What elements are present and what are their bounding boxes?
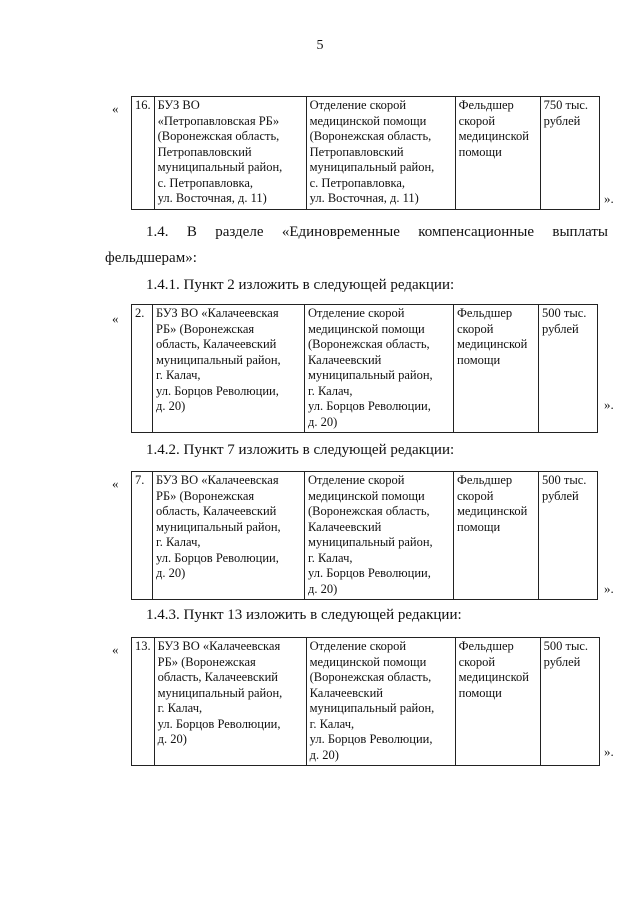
cell-line: Фельдшер <box>458 98 514 112</box>
cell-line: Фельдшер <box>457 306 513 320</box>
cell-number: 16. <box>132 97 155 210</box>
cell-line: (Воронежская область, <box>157 129 280 143</box>
table-entry-16 <box>131 96 600 210</box>
cell-organization <box>153 305 305 433</box>
cell-line: медицинской <box>458 129 529 143</box>
table-entry-13 <box>131 637 600 766</box>
cell-line: скорой <box>457 488 494 503</box>
quote-open: « <box>112 642 119 657</box>
cell-line: Петропавловский <box>157 144 252 159</box>
cell-line: область, Калачеевский <box>156 337 277 351</box>
cell-line: «Петропавловская РБ» <box>157 113 280 128</box>
table-row <box>132 97 600 210</box>
cell-position <box>455 638 540 766</box>
heading-word: разделе <box>215 224 264 240</box>
cell-line: БУЗ ВО <box>157 98 200 112</box>
section-heading-continuation: фельдшерам»: <box>105 250 197 266</box>
cell-line: с. Петропавловка, <box>309 175 406 190</box>
cell-line: г. Калач, <box>308 550 353 565</box>
quote-close: ». <box>604 191 614 206</box>
cell-line: рублей <box>542 488 579 503</box>
cell-amount <box>539 472 598 600</box>
cell-line: ул. Восточная, д. 11) <box>157 191 267 205</box>
quote-close: ». <box>604 744 614 759</box>
cell-line: 500 тыс. <box>543 639 589 653</box>
cell-line: г. Калач, <box>156 535 201 549</box>
cell-line: 500 тыс. <box>542 306 587 320</box>
cell-line: г. Калач, <box>156 368 201 382</box>
cell-line: помощи <box>458 144 502 159</box>
section-heading <box>146 224 608 241</box>
cell-line: д. 20) <box>157 732 187 746</box>
cell-line: муниципальный район, <box>156 352 281 367</box>
cell-department <box>306 97 455 210</box>
cell-line: скорой <box>458 654 496 669</box>
cell-line: (Воронежская область, <box>308 337 430 351</box>
cell-line: д. 20) <box>309 747 339 762</box>
cell-organization <box>154 638 306 766</box>
cell-line: медицинской помощи <box>309 113 427 128</box>
cell-line: помощи <box>457 519 501 534</box>
cell-line: Калачеевский <box>308 519 382 534</box>
cell-line: г. Калач, <box>308 383 353 398</box>
cell-line: область, Калачеевский <box>156 504 277 518</box>
table-entry-2 <box>131 304 598 433</box>
cell-department <box>305 305 454 433</box>
cell-line: ул. Борцов Революции, <box>309 732 433 746</box>
cell-line: Отделение скорой <box>309 98 407 112</box>
cell-amount <box>540 638 599 766</box>
heading-word: выплаты <box>552 224 608 240</box>
cell-position <box>454 305 539 433</box>
cell-line: помощи <box>457 352 501 367</box>
quote-open: « <box>112 101 119 116</box>
cell-line: рублей <box>543 113 581 128</box>
cell-line: д. 20) <box>308 414 338 429</box>
cell-line: муниципальный район, <box>308 535 433 549</box>
item-1-4-2: 1.4.2. Пункт 7 изложить в следующей редакции: <box>146 442 455 458</box>
cell-line: БУЗ ВО «Калачеевская <box>156 473 279 487</box>
cell-line: муниципальный район, <box>157 685 283 700</box>
cell-line: г. Калач, <box>157 701 203 715</box>
cell-organization <box>153 472 305 600</box>
cell-number: 13. <box>132 638 155 766</box>
cell-line: ул. Борцов Революции, <box>156 550 279 565</box>
cell-line: (Воронежская область, <box>308 504 430 518</box>
cell-line: РБ» (Воронежская <box>157 654 256 669</box>
cell-line: Калачеевский <box>308 352 382 367</box>
cell-line: с. Петропавловка, <box>157 175 254 190</box>
table-entry-7 <box>131 471 598 600</box>
heading-word: «Единовременные <box>281 224 400 240</box>
table-row <box>132 305 598 433</box>
quote-close: ». <box>604 581 614 596</box>
cell-line: скорой <box>457 321 494 336</box>
cell-number: 7. <box>132 472 153 600</box>
cell-line: г. Калач, <box>309 716 355 731</box>
cell-department <box>306 638 455 766</box>
cell-line: РБ» (Воронежская <box>156 488 255 503</box>
quote-open: « <box>112 311 119 326</box>
cell-line: ул. Борцов Революции, <box>308 566 431 580</box>
cell-line: Отделение скорой <box>309 639 407 653</box>
cell-line: ул. Восточная, д. 11) <box>309 191 419 205</box>
cell-line: БУЗ ВО «Калачеевская <box>157 639 281 653</box>
cell-line: медицинской <box>458 670 529 684</box>
cell-line: рублей <box>543 654 581 669</box>
cell-line: рублей <box>542 321 579 336</box>
cell-department <box>305 472 454 600</box>
cell-line: д. 20) <box>308 581 338 596</box>
cell-line: 500 тыс. <box>542 473 587 487</box>
cell-line: ул. Борцов Революции, <box>157 716 281 731</box>
cell-line: ул. Борцов Революции, <box>156 383 279 398</box>
cell-line: ул. Борцов Революции, <box>308 399 431 413</box>
heading-word: компенсационные <box>418 224 535 240</box>
cell-line: д. 20) <box>156 399 186 413</box>
table-row <box>132 638 600 766</box>
cell-line: помощи <box>458 685 502 700</box>
quote-open: « <box>112 476 119 491</box>
cell-line: Отделение скорой <box>308 473 405 487</box>
cell-position <box>455 97 540 210</box>
cell-position <box>454 472 539 600</box>
cell-line: (Воронежская область, <box>309 670 432 684</box>
cell-line: д. 20) <box>156 566 186 580</box>
cell-line: скорой <box>458 113 496 128</box>
cell-line: Фельдшер <box>457 473 513 487</box>
cell-line: муниципальный район, <box>157 160 283 174</box>
item-1-4-1: 1.4.1. Пункт 2 изложить в следующей редакции: <box>146 277 455 293</box>
cell-line: 750 тыс. <box>543 98 589 112</box>
cell-line: медицинской <box>457 337 528 351</box>
cell-line: муниципальный район, <box>309 701 435 715</box>
cell-line: муниципальный район, <box>308 368 433 382</box>
cell-line: медицинской помощи <box>309 654 427 669</box>
cell-line: медицинской помощи <box>308 321 425 336</box>
cell-line: (Воронежская область, <box>309 129 432 143</box>
cell-line: БУЗ ВО «Калачеевская <box>156 306 279 320</box>
cell-line: медицинской помощи <box>308 488 425 503</box>
page-number: 5 <box>316 38 324 53</box>
cell-line: муниципальный район, <box>309 160 435 174</box>
cell-line: Петропавловский <box>309 144 404 159</box>
table-row <box>132 472 598 600</box>
cell-amount <box>539 305 598 433</box>
cell-amount <box>540 97 599 210</box>
heading-word: 1.4. <box>146 224 169 240</box>
cell-line: муниципальный район, <box>156 519 281 534</box>
cell-line: Калачеевский <box>309 685 383 700</box>
cell-line: область, Калачеевский <box>157 670 278 684</box>
cell-number: 2. <box>132 305 153 433</box>
cell-line: Отделение скорой <box>308 306 405 320</box>
quote-close: ». <box>604 397 614 412</box>
cell-line: РБ» (Воронежская <box>156 321 255 336</box>
cell-organization <box>154 97 306 210</box>
item-1-4-3: 1.4.3. Пункт 13 изложить в следующей редакции: <box>146 607 462 623</box>
heading-word: В <box>186 224 197 240</box>
cell-line: медицинской <box>457 504 528 518</box>
cell-line: Фельдшер <box>458 639 514 653</box>
